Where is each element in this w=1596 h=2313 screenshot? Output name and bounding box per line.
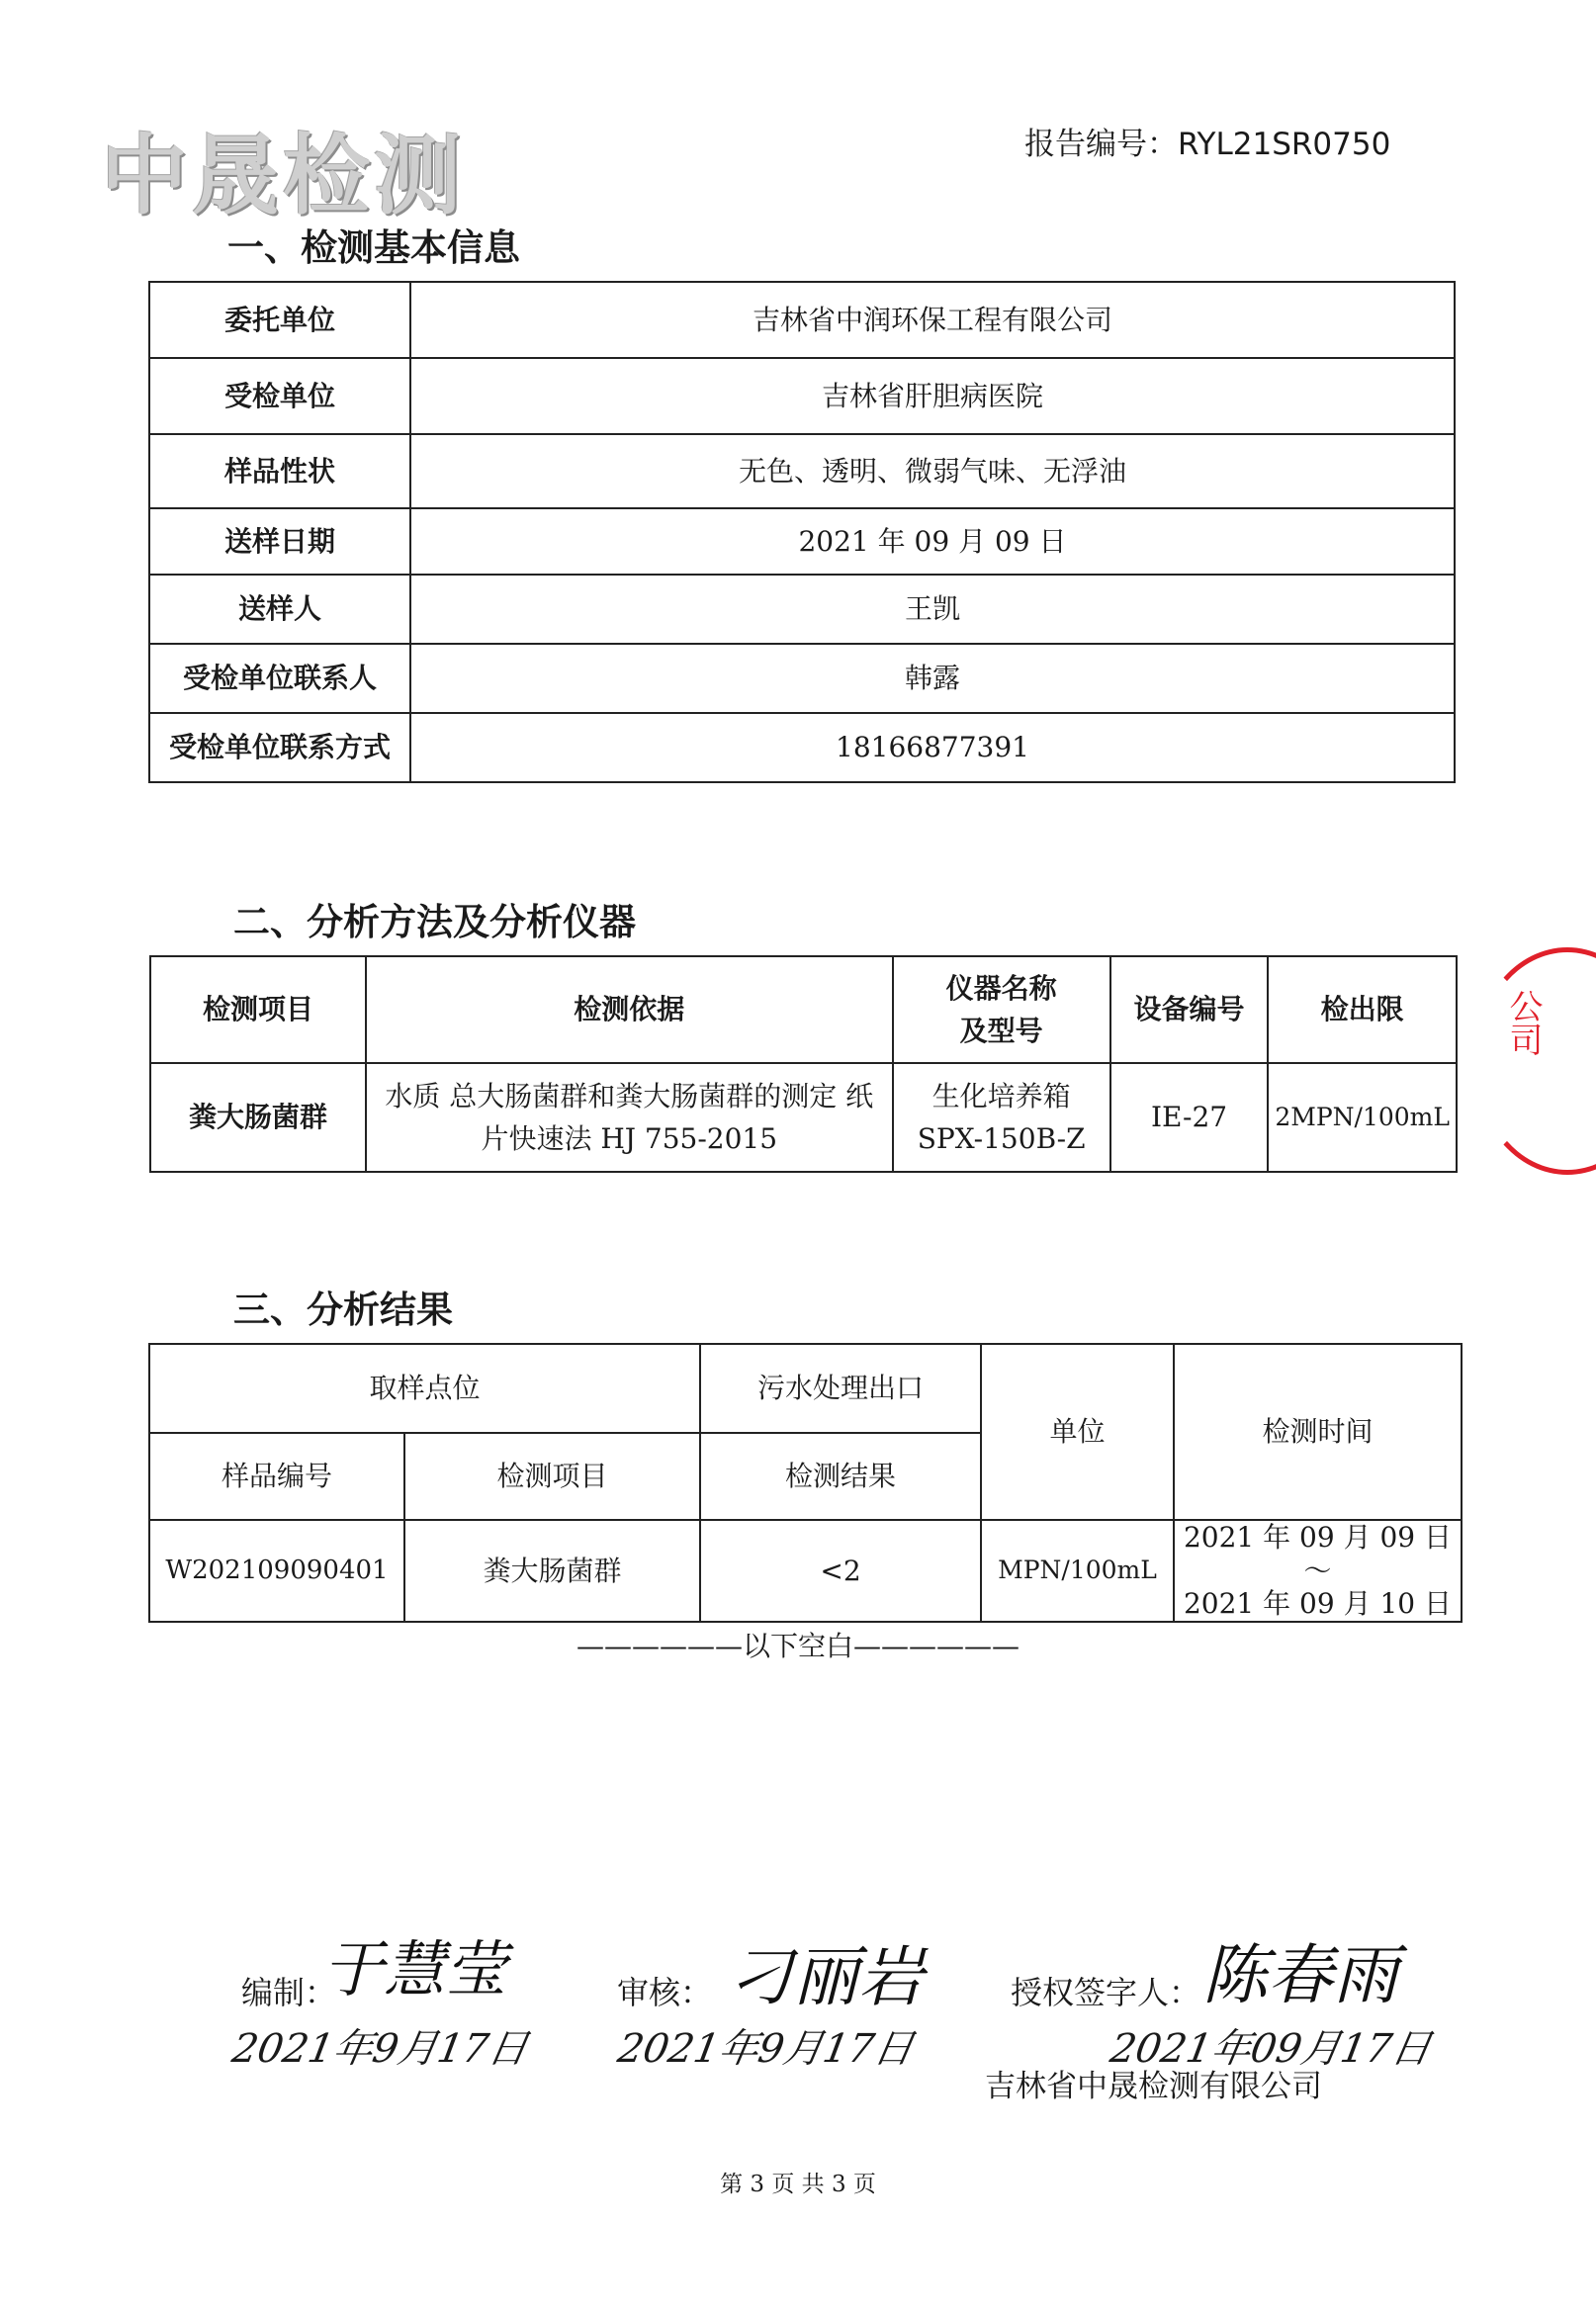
company-logo: 中晟检测 (101, 125, 466, 226)
result-time-line1: 2021 年 09 月 09 日～ (1183, 1521, 1453, 1587)
table-row (149, 434, 1455, 508)
authorize-signature: 陈春雨 (1202, 1937, 1398, 2013)
info-value: 无色、透明、微弱气味、无浮油 (410, 434, 1455, 508)
method-basis-line1: 水质 总大肠菌群和粪大肠菌群的测定 纸 (385, 1079, 874, 1112)
header-basis: 检测依据 (366, 956, 893, 1063)
info-label: 样品性状 (149, 434, 410, 508)
table-row (149, 358, 1455, 434)
result-time (1174, 1520, 1462, 1622)
header-sampling-point: 取样点位 (149, 1344, 700, 1433)
table-row (150, 1063, 1457, 1172)
table-row (149, 1520, 1462, 1622)
info-value: 王凯 (410, 575, 1455, 644)
method-limit: 2MPN/100mL (1268, 1063, 1457, 1172)
info-label: 送样日期 (149, 508, 410, 575)
info-label: 受检单位联系方式 (149, 713, 410, 782)
info-value: 韩露 (410, 644, 1455, 713)
prepared-label: 编制： (241, 1974, 337, 2011)
result-sample-no: W202109090401 (149, 1520, 404, 1622)
review-date: 2021年9月17日 (614, 2026, 918, 2072)
header-unit: 单位 (981, 1344, 1174, 1520)
info-label: 送样人 (149, 575, 410, 644)
header-instrument-line2: 及型号 (959, 1015, 1043, 1047)
header-instrument (893, 956, 1110, 1063)
prepared-signature: 于慧莹 (322, 1933, 507, 2005)
info-value: 吉林省中润环保工程有限公司 (410, 282, 1455, 358)
header-sample-no: 样品编号 (149, 1433, 404, 1520)
info-value: 18166877391 (410, 713, 1455, 782)
method-basis (366, 1063, 893, 1172)
header-instrument-line1: 仪器名称 (945, 971, 1057, 1005)
info-label: 受检单位联系人 (149, 644, 410, 713)
table-header-row (150, 956, 1457, 1063)
authorize-label: 授权签字人： (1011, 1974, 1201, 2011)
method-basis-line2: 片快速法 HJ 755-2015 (481, 1122, 778, 1155)
blank-below-note: ——————以下空白—————— (576, 1630, 1020, 1662)
header-test-time: 检测时间 (1174, 1344, 1462, 1520)
section-2-title: 二、分析方法及分析仪器 (233, 901, 636, 943)
table-row (149, 508, 1455, 575)
table-row (149, 644, 1455, 713)
result-value: <2 (700, 1520, 981, 1622)
header-outlet: 污水处理出口 (700, 1344, 981, 1433)
basic-info-table (148, 281, 1456, 783)
method-device-no: IE-27 (1110, 1063, 1269, 1172)
table-header-row (149, 1344, 1462, 1433)
section-1-title: 一、检测基本信息 (227, 226, 520, 269)
authorize-date: 2021年09月17日 (1107, 2026, 1436, 2072)
table-row (149, 713, 1455, 782)
info-label: 委托单位 (149, 282, 410, 358)
page-number: 第 3 页 共 3 页 (720, 2172, 876, 2197)
header-item: 检测项目 (150, 956, 366, 1063)
method-instrument-line2: SPX-150B-Z (917, 1122, 1086, 1155)
prepared-date: 2021年9月17日 (228, 2026, 532, 2072)
review-label: 审核： (617, 1974, 713, 2011)
result-item: 粪大肠菌群 (404, 1520, 700, 1622)
stamp-text: 公司 (1503, 989, 1543, 1056)
review-signature: 刁丽岩 (728, 1939, 924, 2015)
method-instrument (893, 1063, 1110, 1172)
info-label: 受检单位 (149, 358, 410, 434)
method-instrument-line1: 生化培养箱 (931, 1079, 1071, 1112)
method-table (149, 955, 1458, 1173)
info-value: 吉林省肝胆病医院 (410, 358, 1455, 434)
result-unit: MPN/100mL (981, 1520, 1174, 1622)
table-row (149, 575, 1455, 644)
header-item: 检测项目 (404, 1433, 700, 1520)
method-item: 粪大肠菌群 (150, 1063, 366, 1172)
report-number: 报告编号：RYL21SR0750 (1024, 127, 1391, 162)
red-seal-stamp (1473, 947, 1596, 1175)
header-limit: 检出限 (1268, 956, 1457, 1063)
header-result: 检测结果 (700, 1433, 981, 1520)
info-value: 2021 年 09 月 09 日 (410, 508, 1455, 575)
issuing-company: 吉林省中晟检测有限公司 (985, 2069, 1322, 2104)
result-table (148, 1343, 1463, 1623)
header-device-no: 设备编号 (1110, 956, 1269, 1063)
result-time-line2: 2021 年 09 月 10 日 (1183, 1587, 1453, 1621)
table-row (149, 282, 1455, 358)
section-3-title: 三、分析结果 (233, 1289, 453, 1331)
